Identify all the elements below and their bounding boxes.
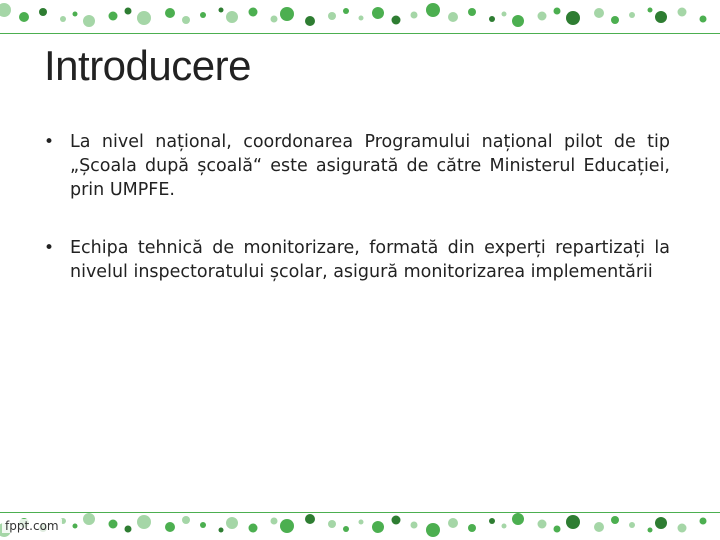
border-dot [125, 8, 132, 15]
border-dot [700, 16, 707, 23]
border-dot [137, 515, 151, 529]
border-dot [448, 518, 458, 528]
border-dot [60, 16, 66, 22]
bullet-marker: • [44, 238, 55, 258]
border-dot [655, 11, 667, 23]
border-dot [700, 518, 707, 525]
border-dot [219, 8, 224, 13]
bullet-text: La nivel național, coordonarea Programului național pilot de tip „Școala după școală“ este asigurată de către Ministerul Educației, prin UMPFE. [70, 132, 670, 200]
border-dot [392, 16, 401, 25]
border-dot [165, 522, 175, 532]
border-dot [594, 522, 604, 532]
border-dot [468, 8, 476, 16]
bullet-item [44, 130, 670, 202]
bullet-marker: • [44, 132, 55, 152]
border-dot [359, 16, 364, 21]
border-dot [19, 12, 29, 22]
border-dot [305, 16, 315, 26]
slide-title: Introducere [44, 42, 251, 89]
border-dot [554, 526, 561, 533]
border-dot [0, 3, 11, 17]
border-dot [502, 12, 507, 17]
bottom-dot-border [0, 510, 720, 540]
border-dot [611, 16, 619, 24]
border-dot [328, 12, 336, 20]
watermark-logo: fppt.com [2, 519, 62, 533]
border-dot [200, 522, 206, 528]
border-dot [328, 520, 336, 528]
border-dot [219, 528, 224, 533]
border-dot [280, 7, 294, 21]
border-dot [629, 12, 635, 18]
border-dot [109, 12, 118, 21]
border-dot [372, 7, 384, 19]
border-dot [73, 524, 78, 529]
border-dot [655, 517, 667, 529]
border-dot [305, 514, 315, 524]
border-dot [566, 11, 580, 25]
border-dot [566, 515, 580, 529]
border-dot [73, 12, 78, 17]
border-dot [249, 8, 258, 17]
border-dot [648, 8, 653, 13]
border-dot [125, 526, 132, 533]
border-dot [411, 12, 418, 19]
border-dot [343, 8, 349, 14]
border-dot [538, 12, 547, 21]
border-dot [489, 16, 495, 22]
bullet-item [44, 236, 670, 284]
border-dot [554, 8, 561, 15]
top-dot-border [0, 0, 720, 30]
border-dot [137, 11, 151, 25]
border-dot [372, 521, 384, 533]
top-rule [0, 33, 720, 34]
border-dot [182, 16, 190, 24]
border-dot [594, 8, 604, 18]
border-dot [165, 8, 175, 18]
border-dot [249, 524, 258, 533]
bullet-text: Echipa tehnică de monitorizare, formată din experți repartizați la nivelul inspectoratului școlar, asigură monitorizarea implementării [70, 238, 670, 282]
border-dot [226, 517, 238, 529]
border-dot [182, 516, 190, 524]
bullet-list [44, 130, 670, 318]
border-dot [39, 8, 47, 16]
border-dot [109, 520, 118, 529]
border-dot [280, 519, 294, 533]
border-dot [411, 522, 418, 529]
border-dot [538, 520, 547, 529]
border-dot [678, 8, 687, 17]
border-dot [512, 513, 524, 525]
border-dot [343, 526, 349, 532]
border-dot [426, 3, 440, 17]
border-dot [502, 524, 507, 529]
border-dot [392, 516, 401, 525]
border-dot [271, 16, 278, 23]
border-dot [448, 12, 458, 22]
border-dot [226, 11, 238, 23]
border-dot [359, 520, 364, 525]
border-dot [611, 516, 619, 524]
border-dot [678, 524, 687, 533]
border-dot [83, 513, 95, 525]
border-dot [426, 523, 440, 537]
border-dot [200, 12, 206, 18]
border-dot [629, 522, 635, 528]
border-dot [512, 15, 524, 27]
border-dot [648, 528, 653, 533]
border-dot [468, 524, 476, 532]
border-dot [271, 518, 278, 525]
border-dot [83, 15, 95, 27]
border-dot [489, 518, 495, 524]
